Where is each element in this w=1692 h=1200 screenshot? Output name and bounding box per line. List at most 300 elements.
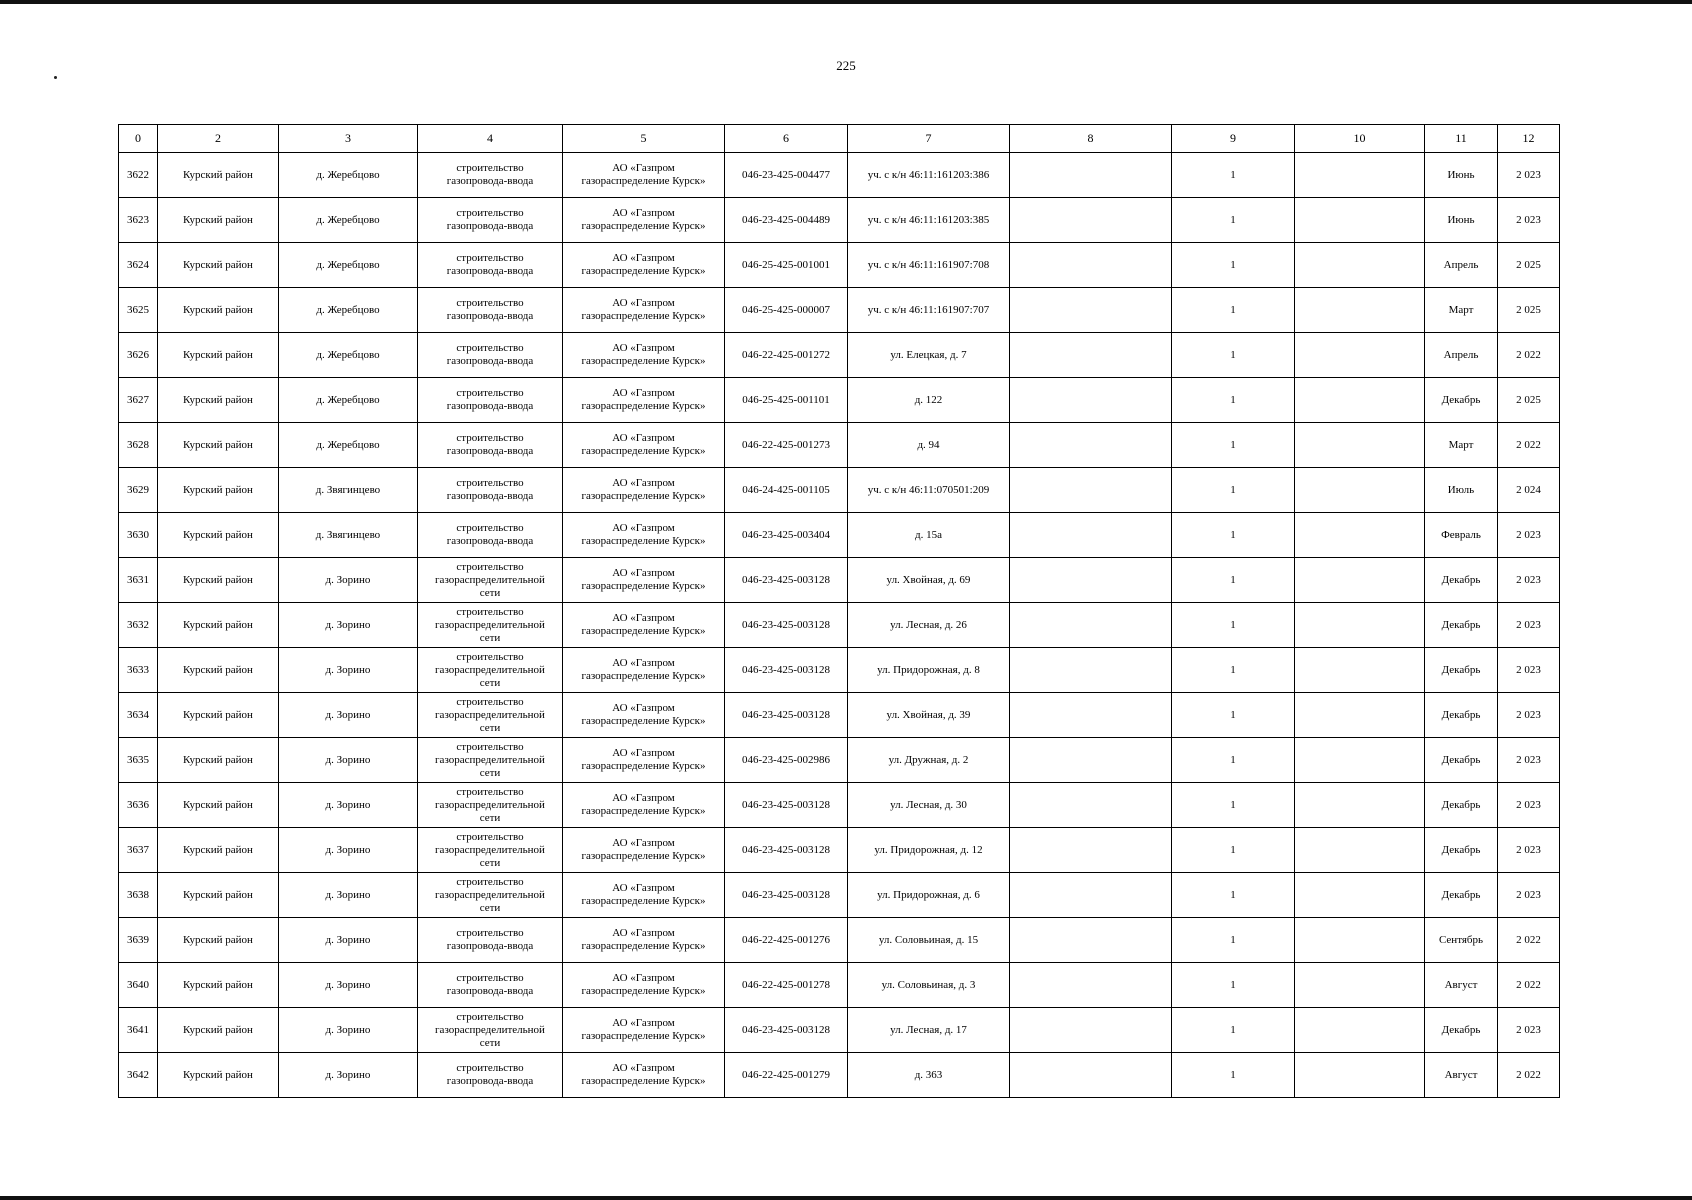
quantity-cell: 1: [1172, 783, 1295, 828]
year-cell: 2 025: [1498, 288, 1560, 333]
code-cell: 046-22-425-001279: [725, 1053, 848, 1098]
work-type-cell-line: газораспределительной: [435, 798, 545, 811]
column-8-cell: [1010, 738, 1172, 783]
work-type-cell-line: газораспределительной: [435, 888, 545, 901]
locality-cell: д. Зорино: [279, 783, 418, 828]
organization-cell-line: АО «Газпром: [612, 702, 675, 714]
table-row: [119, 558, 1560, 603]
column-8-cell: [1010, 1008, 1172, 1053]
address-cell: ул. Придорожная, д. 8: [848, 648, 1010, 693]
row-number-cell: 3625: [119, 288, 158, 333]
month-cell: Декабрь: [1425, 738, 1498, 783]
month-cell: Июнь: [1425, 153, 1498, 198]
work-type-cell-line: строительство: [456, 740, 524, 753]
month-cell: Сентябрь: [1425, 918, 1498, 963]
month-cell: Декабрь: [1425, 693, 1498, 738]
work-type-cell-line: строительство: [456, 432, 524, 444]
organization-cell-line: АО «Газпром: [612, 432, 675, 444]
column-8-cell: [1010, 378, 1172, 423]
organization-cell-line: АО «Газпром: [612, 972, 675, 984]
year-cell: 2 023: [1498, 603, 1560, 648]
column-8-cell: [1010, 513, 1172, 558]
column-8-cell: [1010, 243, 1172, 288]
quantity-cell: 1: [1172, 243, 1295, 288]
organization-cell: [563, 1008, 725, 1053]
month-cell: Июнь: [1425, 198, 1498, 243]
organization-cell-line: газораспределение Курск»: [581, 1030, 706, 1042]
locality-cell: д. Зорино: [279, 738, 418, 783]
quantity-cell: 1: [1172, 423, 1295, 468]
column-8-cell: [1010, 333, 1172, 378]
row-number-cell: 3633: [119, 648, 158, 693]
address-cell: ул. Елецкая, д. 7: [848, 333, 1010, 378]
work-type-cell-line: сети: [479, 901, 501, 914]
organization-cell-line: АО «Газпром: [612, 1062, 675, 1074]
month-cell: Апрель: [1425, 243, 1498, 288]
column-8-cell: [1010, 198, 1172, 243]
address-cell: д. 94: [848, 423, 1010, 468]
organization-cell: [563, 468, 725, 513]
work-type-cell-line: строительство: [456, 830, 524, 843]
header-cell: 10: [1295, 125, 1425, 153]
code-cell: 046-22-425-001272: [725, 333, 848, 378]
work-type-cell: [418, 603, 563, 648]
organization-cell: [563, 918, 725, 963]
work-type-cell-line: газораспределительной: [435, 753, 545, 766]
address-cell: уч. с к/н 46:11:161203:386: [848, 153, 1010, 198]
code-cell: 046-23-425-003128: [725, 558, 848, 603]
month-cell: Декабрь: [1425, 648, 1498, 693]
column-10-cell: [1295, 243, 1425, 288]
row-number-cell: 3640: [119, 963, 158, 1008]
district-cell: Курский район: [158, 648, 279, 693]
locality-cell: д. Зорино: [279, 873, 418, 918]
month-cell: Декабрь: [1425, 783, 1498, 828]
work-type-cell: [418, 963, 563, 1008]
year-cell: 2 023: [1498, 738, 1560, 783]
code-cell: 046-23-425-003128: [725, 828, 848, 873]
work-type-cell: [418, 738, 563, 783]
column-10-cell: [1295, 288, 1425, 333]
district-cell: Курский район: [158, 603, 279, 648]
code-cell: 046-23-425-003128: [725, 648, 848, 693]
column-10-cell: [1295, 1008, 1425, 1053]
table-row: [119, 468, 1560, 513]
month-cell: Март: [1425, 288, 1498, 333]
work-type-cell-line: газопровода-ввода: [446, 355, 534, 367]
work-type-cell-line: газораспределительной: [435, 663, 545, 676]
organization-cell-line: газораспределение Курск»: [581, 1075, 706, 1087]
header-cell: 12: [1498, 125, 1560, 153]
table-row: [119, 693, 1560, 738]
year-cell: 2 025: [1498, 378, 1560, 423]
organization-cell-line: газораспределение Курск»: [581, 895, 706, 907]
organization-cell-line: газораспределение Курск»: [581, 310, 706, 322]
organization-cell: [563, 738, 725, 783]
header-cell: 8: [1010, 125, 1172, 153]
work-type-cell-line: сети: [479, 631, 501, 644]
organization-cell: [563, 1053, 725, 1098]
work-type-cell: [418, 693, 563, 738]
organization-cell: [563, 828, 725, 873]
work-type-cell-line: строительство: [456, 1062, 524, 1074]
column-10-cell: [1295, 198, 1425, 243]
organization-cell: [563, 648, 725, 693]
year-cell: 2 023: [1498, 1008, 1560, 1053]
code-cell: 046-22-425-001278: [725, 963, 848, 1008]
organization-cell: [563, 288, 725, 333]
column-8-cell: [1010, 648, 1172, 693]
quantity-cell: 1: [1172, 288, 1295, 333]
district-cell: Курский район: [158, 288, 279, 333]
district-cell: Курский район: [158, 1008, 279, 1053]
work-type-cell-line: строительство: [456, 162, 524, 174]
locality-cell: д. Зорино: [279, 828, 418, 873]
organization-cell-line: АО «Газпром: [612, 162, 675, 174]
column-10-cell: [1295, 513, 1425, 558]
locality-cell: д. Жеребцово: [279, 423, 418, 468]
organization-cell-line: газораспределение Курск»: [581, 355, 706, 367]
organization-cell: [563, 243, 725, 288]
organization-cell-line: АО «Газпром: [612, 747, 675, 759]
header-cell: 11: [1425, 125, 1498, 153]
address-cell: ул. Соловьиная, д. 3: [848, 963, 1010, 1008]
organization-cell-line: газораспределение Курск»: [581, 220, 706, 232]
district-cell: Курский район: [158, 558, 279, 603]
year-cell: 2 023: [1498, 693, 1560, 738]
column-8-cell: [1010, 693, 1172, 738]
work-type-cell-line: строительство: [456, 605, 524, 618]
locality-cell: д. Зорино: [279, 648, 418, 693]
work-type-cell: [418, 153, 563, 198]
year-cell: 2 022: [1498, 963, 1560, 1008]
year-cell: 2 023: [1498, 558, 1560, 603]
work-type-cell: [418, 558, 563, 603]
work-type-cell-line: строительство: [456, 342, 524, 354]
row-number-cell: 3642: [119, 1053, 158, 1098]
year-cell: 2 023: [1498, 828, 1560, 873]
organization-cell-line: АО «Газпром: [612, 657, 675, 669]
locality-cell: д. Жеребцово: [279, 198, 418, 243]
code-cell: 046-23-425-004489: [725, 198, 848, 243]
column-10-cell: [1295, 333, 1425, 378]
quantity-cell: 1: [1172, 558, 1295, 603]
district-cell: Курский район: [158, 1053, 279, 1098]
quantity-cell: 1: [1172, 513, 1295, 558]
column-10-cell: [1295, 468, 1425, 513]
code-cell: 046-22-425-001276: [725, 918, 848, 963]
address-cell: ул. Придорожная, д. 12: [848, 828, 1010, 873]
work-type-cell-line: газопровода-ввода: [446, 445, 534, 457]
table-row: [119, 918, 1560, 963]
column-10-cell: [1295, 963, 1425, 1008]
organization-cell-line: АО «Газпром: [612, 927, 675, 939]
work-type-cell-line: газопровода-ввода: [446, 175, 534, 187]
year-cell: 2 025: [1498, 243, 1560, 288]
organization-cell: [563, 198, 725, 243]
year-cell: 2 023: [1498, 648, 1560, 693]
year-cell: 2 023: [1498, 513, 1560, 558]
table-row: [119, 1008, 1560, 1053]
row-number-cell: 3637: [119, 828, 158, 873]
column-10-cell: [1295, 153, 1425, 198]
header-cell: 3: [279, 125, 418, 153]
month-cell: Декабрь: [1425, 1008, 1498, 1053]
organization-cell-line: АО «Газпром: [612, 387, 675, 399]
address-cell: ул. Лесная, д. 30: [848, 783, 1010, 828]
quantity-cell: 1: [1172, 378, 1295, 423]
work-type-cell: [418, 288, 563, 333]
month-cell: Декабрь: [1425, 603, 1498, 648]
organization-cell-line: АО «Газпром: [612, 477, 675, 489]
column-8-cell: [1010, 828, 1172, 873]
locality-cell: д. Зорино: [279, 918, 418, 963]
code-cell: 046-23-425-003128: [725, 783, 848, 828]
organization-cell: [563, 693, 725, 738]
organization-cell-line: АО «Газпром: [612, 297, 675, 309]
month-cell: Декабрь: [1425, 828, 1498, 873]
work-type-cell-line: строительство: [456, 477, 524, 489]
row-number-cell: 3628: [119, 423, 158, 468]
locality-cell: д. Жеребцово: [279, 153, 418, 198]
row-number-cell: 3634: [119, 693, 158, 738]
district-cell: Курский район: [158, 873, 279, 918]
work-type-cell-line: газопровода-ввода: [446, 310, 534, 322]
column-8-cell: [1010, 918, 1172, 963]
table-row: [119, 378, 1560, 423]
address-cell: уч. с к/н 46:11:161907:707: [848, 288, 1010, 333]
organization-cell-line: АО «Газпром: [612, 252, 675, 264]
work-type-cell: [418, 1008, 563, 1053]
organization-cell-line: АО «Газпром: [612, 522, 675, 534]
column-10-cell: [1295, 828, 1425, 873]
address-cell: ул. Хвойная, д. 69: [848, 558, 1010, 603]
column-10-cell: [1295, 378, 1425, 423]
month-cell: Апрель: [1425, 333, 1498, 378]
work-type-cell: [418, 423, 563, 468]
code-cell: 046-24-425-001105: [725, 468, 848, 513]
address-cell: д. 122: [848, 378, 1010, 423]
address-cell: ул. Лесная, д. 26: [848, 603, 1010, 648]
work-type-cell: [418, 873, 563, 918]
organization-cell: [563, 873, 725, 918]
table-row: [119, 873, 1560, 918]
table-row: [119, 648, 1560, 693]
locality-cell: д. Жеребцово: [279, 288, 418, 333]
work-type-cell-line: строительство: [456, 695, 524, 708]
organization-cell-line: газораспределение Курск»: [581, 445, 706, 457]
quantity-cell: 1: [1172, 1008, 1295, 1053]
work-type-cell-line: газопровода-ввода: [446, 1075, 534, 1087]
organization-cell: [563, 603, 725, 648]
address-cell: уч. с к/н 46:11:161907:708: [848, 243, 1010, 288]
page-number: 225: [836, 58, 856, 73]
work-type-cell: [418, 243, 563, 288]
work-type-cell-line: строительство: [456, 650, 524, 663]
locality-cell: д. Жеребцово: [279, 378, 418, 423]
district-cell: Курский район: [158, 783, 279, 828]
locality-cell: д. Звягинцево: [279, 513, 418, 558]
month-cell: Август: [1425, 963, 1498, 1008]
locality-cell: д. Жеребцово: [279, 333, 418, 378]
quantity-cell: 1: [1172, 918, 1295, 963]
address-cell: ул. Придорожная, д. 6: [848, 873, 1010, 918]
row-number-cell: 3629: [119, 468, 158, 513]
row-number-cell: 3641: [119, 1008, 158, 1053]
column-10-cell: [1295, 693, 1425, 738]
row-number-cell: 3638: [119, 873, 158, 918]
organization-cell: [563, 153, 725, 198]
organization-cell-line: газораспределение Курск»: [581, 490, 706, 502]
work-type-cell-line: строительство: [456, 927, 524, 939]
quantity-cell: 1: [1172, 603, 1295, 648]
code-cell: 046-23-425-003404: [725, 513, 848, 558]
work-type-cell-line: газораспределительной: [435, 1023, 545, 1036]
organization-cell-line: газораспределение Курск»: [581, 670, 706, 682]
organization-cell-line: газораспределение Курск»: [581, 760, 706, 772]
work-type-cell-line: газопровода-ввода: [446, 490, 534, 502]
row-number-cell: 3632: [119, 603, 158, 648]
row-number-cell: 3631: [119, 558, 158, 603]
table-row: [119, 963, 1560, 1008]
code-cell: 046-22-425-001273: [725, 423, 848, 468]
header-cell: 5: [563, 125, 725, 153]
code-cell: 046-25-425-000007: [725, 288, 848, 333]
organization-cell-line: газораспределение Курск»: [581, 175, 706, 187]
year-cell: 2 024: [1498, 468, 1560, 513]
table-row: [119, 153, 1560, 198]
organization-cell-line: газораспределение Курск»: [581, 400, 706, 412]
district-cell: Курский район: [158, 918, 279, 963]
quantity-cell: 1: [1172, 738, 1295, 783]
code-cell: 046-23-425-003128: [725, 873, 848, 918]
work-type-cell-line: строительство: [456, 252, 524, 264]
table-row: [119, 513, 1560, 558]
quantity-cell: 1: [1172, 873, 1295, 918]
locality-cell: д. Зорино: [279, 693, 418, 738]
year-cell: 2 023: [1498, 198, 1560, 243]
quantity-cell: 1: [1172, 693, 1295, 738]
district-cell: Курский район: [158, 243, 279, 288]
column-8-cell: [1010, 288, 1172, 333]
header-cell: 2: [158, 125, 279, 153]
table-row: [119, 198, 1560, 243]
column-8-cell: [1010, 783, 1172, 828]
month-cell: Декабрь: [1425, 558, 1498, 603]
code-cell: 046-25-425-001101: [725, 378, 848, 423]
work-type-cell: [418, 828, 563, 873]
district-cell: Курский район: [158, 153, 279, 198]
registry-table: [118, 124, 1560, 1098]
organization-cell: [563, 963, 725, 1008]
year-cell: 2 023: [1498, 153, 1560, 198]
district-cell: Курский район: [158, 738, 279, 783]
work-type-cell-line: сети: [479, 676, 501, 689]
header-cell: 0: [119, 125, 158, 153]
column-10-cell: [1295, 558, 1425, 603]
locality-cell: д. Зорино: [279, 1008, 418, 1053]
work-type-cell-line: строительство: [456, 785, 524, 798]
district-cell: Курский район: [158, 513, 279, 558]
row-number-cell: 3627: [119, 378, 158, 423]
code-cell: 046-25-425-001001: [725, 243, 848, 288]
district-cell: Курский район: [158, 333, 279, 378]
row-number-cell: 3635: [119, 738, 158, 783]
work-type-cell-line: газопровода-ввода: [446, 400, 534, 412]
row-number-cell: 3636: [119, 783, 158, 828]
work-type-cell-line: сети: [479, 811, 501, 824]
work-type-cell-line: сети: [479, 586, 501, 599]
organization-cell-line: АО «Газпром: [612, 342, 675, 354]
column-8-cell: [1010, 963, 1172, 1008]
organization-cell: [563, 333, 725, 378]
work-type-cell-line: газопровода-ввода: [446, 985, 534, 997]
work-type-cell-line: строительство: [456, 207, 524, 219]
work-type-cell: [418, 648, 563, 693]
address-cell: ул. Соловьиная, д. 15: [848, 918, 1010, 963]
header-cell: 9: [1172, 125, 1295, 153]
locality-cell: д. Зорино: [279, 963, 418, 1008]
table-row: [119, 333, 1560, 378]
column-10-cell: [1295, 603, 1425, 648]
header-cell: 6: [725, 125, 848, 153]
locality-cell: д. Зорино: [279, 558, 418, 603]
column-8-cell: [1010, 558, 1172, 603]
address-cell: уч. с к/н 46:11:161203:385: [848, 198, 1010, 243]
district-cell: Курский район: [158, 828, 279, 873]
header-cell: 7: [848, 125, 1010, 153]
year-cell: 2 023: [1498, 783, 1560, 828]
column-8-cell: [1010, 153, 1172, 198]
scan-top-border: [0, 0, 1692, 4]
code-cell: 046-23-425-003128: [725, 693, 848, 738]
organization-cell-line: АО «Газпром: [612, 837, 675, 849]
work-type-cell-line: строительство: [456, 972, 524, 984]
district-cell: Курский район: [158, 693, 279, 738]
organization-cell: [563, 783, 725, 828]
scan-bottom-border: [0, 1196, 1692, 1200]
column-10-cell: [1295, 1053, 1425, 1098]
address-cell: ул. Дружная, д. 2: [848, 738, 1010, 783]
code-cell: 046-23-425-002986: [725, 738, 848, 783]
work-type-cell-line: сети: [479, 856, 501, 869]
column-8-cell: [1010, 1053, 1172, 1098]
work-type-cell-line: сети: [479, 721, 501, 734]
table-row: [119, 423, 1560, 468]
work-type-cell: [418, 468, 563, 513]
column-10-cell: [1295, 873, 1425, 918]
year-cell: 2 023: [1498, 873, 1560, 918]
column-8-cell: [1010, 873, 1172, 918]
work-type-cell-line: газопровода-ввода: [446, 220, 534, 232]
table-row: [119, 738, 1560, 783]
organization-cell-line: газораспределение Курск»: [581, 625, 706, 637]
row-number-cell: 3639: [119, 918, 158, 963]
organization-cell: [563, 513, 725, 558]
quantity-cell: 1: [1172, 153, 1295, 198]
month-cell: Март: [1425, 423, 1498, 468]
district-cell: Курский район: [158, 198, 279, 243]
month-cell: Февраль: [1425, 513, 1498, 558]
column-8-cell: [1010, 468, 1172, 513]
year-cell: 2 022: [1498, 1053, 1560, 1098]
code-cell: 046-23-425-004477: [725, 153, 848, 198]
scan-speck: [54, 76, 57, 79]
table-row: [119, 828, 1560, 873]
work-type-cell: [418, 1053, 563, 1098]
organization-cell-line: газораспределение Курск»: [581, 580, 706, 592]
locality-cell: д. Зорино: [279, 1053, 418, 1098]
